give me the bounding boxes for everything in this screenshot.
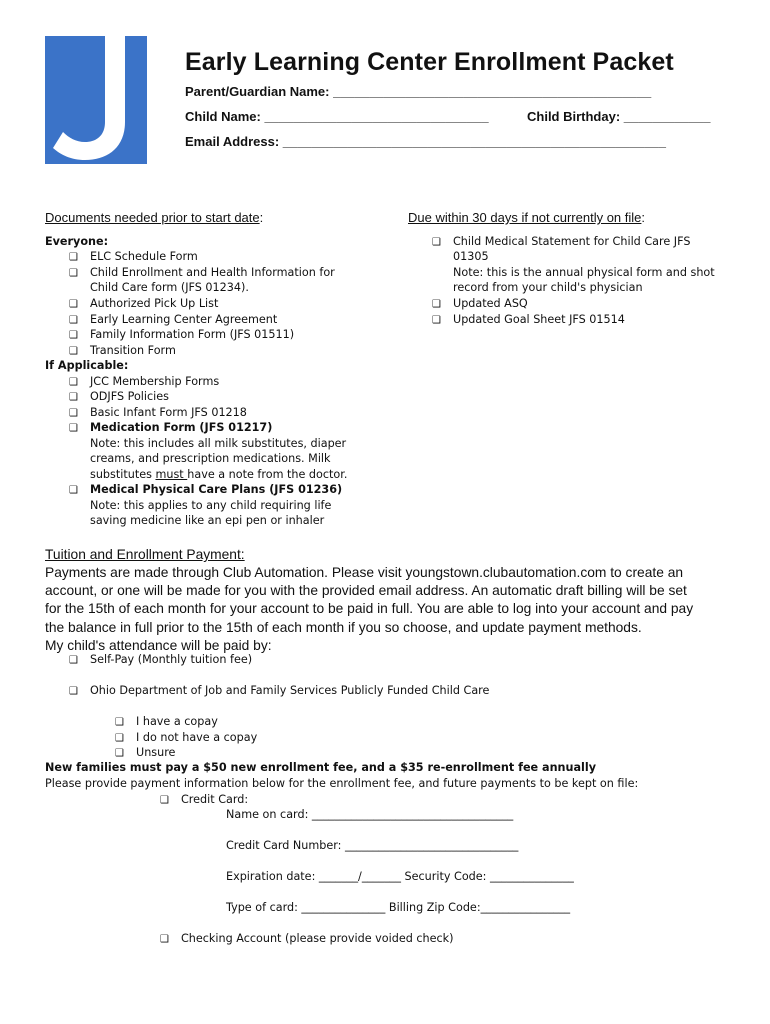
list-item-continued: 01305 <box>453 250 489 263</box>
checkbox-icon[interactable]: ❑ <box>69 408 78 419</box>
paragraph-line: Payments are made through Club Automation. Please visit youngstown.clubautomation.com to create an <box>45 565 684 580</box>
copay-option: I have a copay <box>136 715 218 728</box>
logo-icon <box>45 36 147 164</box>
payment-options <box>45 652 745 952</box>
note-text-part: substitutes <box>90 468 156 481</box>
fee-notice: New families must pay a $50 new enrollment fee, and a $35 re-enrollment fee annually <box>45 761 596 774</box>
email-field[interactable]: Email Address: _____________________________________________________ <box>185 134 666 149</box>
child-birthday-field[interactable]: Child Birthday: ____________ <box>527 109 711 124</box>
checkbox-icon[interactable]: ❑ <box>432 237 441 248</box>
note-text: Note: this includes all milk substitutes, diaper <box>90 437 347 450</box>
checkbox-icon[interactable]: ❑ <box>69 423 78 434</box>
checkbox-icon[interactable]: ❑ <box>115 733 124 744</box>
checkbox-icon[interactable]: ❑ <box>69 392 78 403</box>
due-heading-text: Due within 30 days if not currently on file <box>408 210 642 225</box>
list-item: Basic Infant Form JFS 01218 <box>90 406 247 419</box>
note-text: creams, and prescription medications. Milk <box>90 452 331 465</box>
paragraph-line: the balance in full prior to the 15th of each month if you so choose, and update payment methods. <box>45 619 642 635</box>
page-title: Early Learning Center Enrollment Packet <box>185 48 674 76</box>
checkbox-icon[interactable]: ❑ <box>69 346 78 357</box>
tuition-paragraph <box>45 564 745 655</box>
list-item: Family Information Form (JFS 01511) <box>90 328 295 341</box>
paragraph-line: My child's attendance will be paid by: <box>45 637 272 653</box>
due-heading-colon: : <box>641 210 646 225</box>
list-item: ODJFS Policies <box>90 390 169 403</box>
due-heading <box>408 210 645 225</box>
checkbox-icon[interactable]: ❑ <box>160 934 169 945</box>
checkbox-icon[interactable]: ❑ <box>69 330 78 341</box>
note-emphasis: must <box>155 468 188 481</box>
type-zip-field[interactable]: Type of card: _______________ Billing Zip Code:________________ <box>226 901 571 914</box>
card-number-field[interactable]: Credit Card Number: _______________________________ <box>226 839 519 852</box>
list-item: Medical Physical Care Plans (JFS 01236) <box>90 483 343 496</box>
child-name-field[interactable]: Child Name: _______________________________ <box>185 109 489 124</box>
list-item: JCC Membership Forms <box>90 375 220 388</box>
note-text <box>90 467 347 483</box>
list-item: Updated Goal Sheet JFS 01514 <box>453 313 625 326</box>
checkbox-icon[interactable]: ❑ <box>69 252 78 263</box>
name-on-card-field[interactable]: Name on card: ____________________________________ <box>226 808 514 821</box>
checkbox-icon[interactable]: ❑ <box>432 315 441 326</box>
copay-option: I do not have a copay <box>136 731 258 744</box>
list-item: Child Medical Statement for Child Care JFS <box>453 235 691 248</box>
list-item-continued: Child Care form (JFS 01234). <box>90 281 249 294</box>
paragraph-line: for the 15th of each month for your account to be paid in full. You are able to log into your account and pay <box>45 601 694 617</box>
if-applicable-label: If Applicable: <box>45 359 129 372</box>
checkbox-icon[interactable]: ❑ <box>69 268 78 279</box>
list-item: Updated ASQ <box>453 297 528 310</box>
checkbox-icon[interactable]: ❑ <box>160 795 169 806</box>
checkbox-icon[interactable]: ❑ <box>432 299 441 310</box>
documents-heading-text: Documents needed prior to start date <box>45 210 260 225</box>
documents-heading-colon: : <box>259 210 264 225</box>
list-item: Authorized Pick Up List <box>90 297 219 310</box>
list-item: Medication Form (JFS 01217) <box>90 421 273 434</box>
note-text-part: have a note from the doctor. <box>187 468 348 481</box>
documents-heading <box>45 210 263 225</box>
list-item: Early Learning Center Agreement <box>90 313 278 326</box>
credit-card-label: Credit Card: <box>181 793 249 806</box>
checkbox-icon[interactable]: ❑ <box>69 485 78 496</box>
list-item: Child Enrollment and Health Information for <box>90 266 335 279</box>
checking-account-option: Checking Account (please provide voided check) <box>181 932 454 945</box>
parent-name-field[interactable]: Parent/Guardian Name: ____________________________________________ <box>185 84 652 99</box>
checkbox-icon[interactable]: ❑ <box>69 655 78 666</box>
copay-option: Unsure <box>136 746 176 759</box>
list-item: Transition Form <box>90 344 176 357</box>
list-item: ELC Schedule Form <box>90 250 198 263</box>
checkbox-icon[interactable]: ❑ <box>69 377 78 388</box>
note-text: Note: this is the annual physical form and shot <box>453 266 715 279</box>
note-text: saving medicine like an epi pen or inhaler <box>90 514 325 527</box>
checkbox-icon[interactable]: ❑ <box>69 686 78 697</box>
everyone-label: Everyone: <box>45 235 109 248</box>
checkbox-icon[interactable]: ❑ <box>115 748 124 759</box>
note-text: record from your child's physician <box>453 281 643 294</box>
self-pay-option: Self-Pay (Monthly tuition fee) <box>90 653 253 666</box>
due-list <box>408 234 738 334</box>
paragraph-line: account, or one will be made for you with the provided email address. An automatic draft billing will be set <box>45 583 687 599</box>
documents-list <box>45 234 385 534</box>
expiration-security-field[interactable]: Expiration date: _______/_______ Security Code: _______________ <box>226 870 574 883</box>
tuition-heading: Tuition and Enrollment Payment: <box>45 547 245 562</box>
checkbox-icon[interactable]: ❑ <box>69 315 78 326</box>
checkbox-icon[interactable]: ❑ <box>115 717 124 728</box>
payment-instruction: Please provide payment information below for the enrollment fee, and future payments to be kept on file: <box>45 777 639 790</box>
odjfs-option: Ohio Department of Job and Family Services Publicly Funded Child Care <box>90 684 490 697</box>
note-text: Note: this applies to any child requiring life <box>90 499 332 512</box>
checkbox-icon[interactable]: ❑ <box>69 299 78 310</box>
